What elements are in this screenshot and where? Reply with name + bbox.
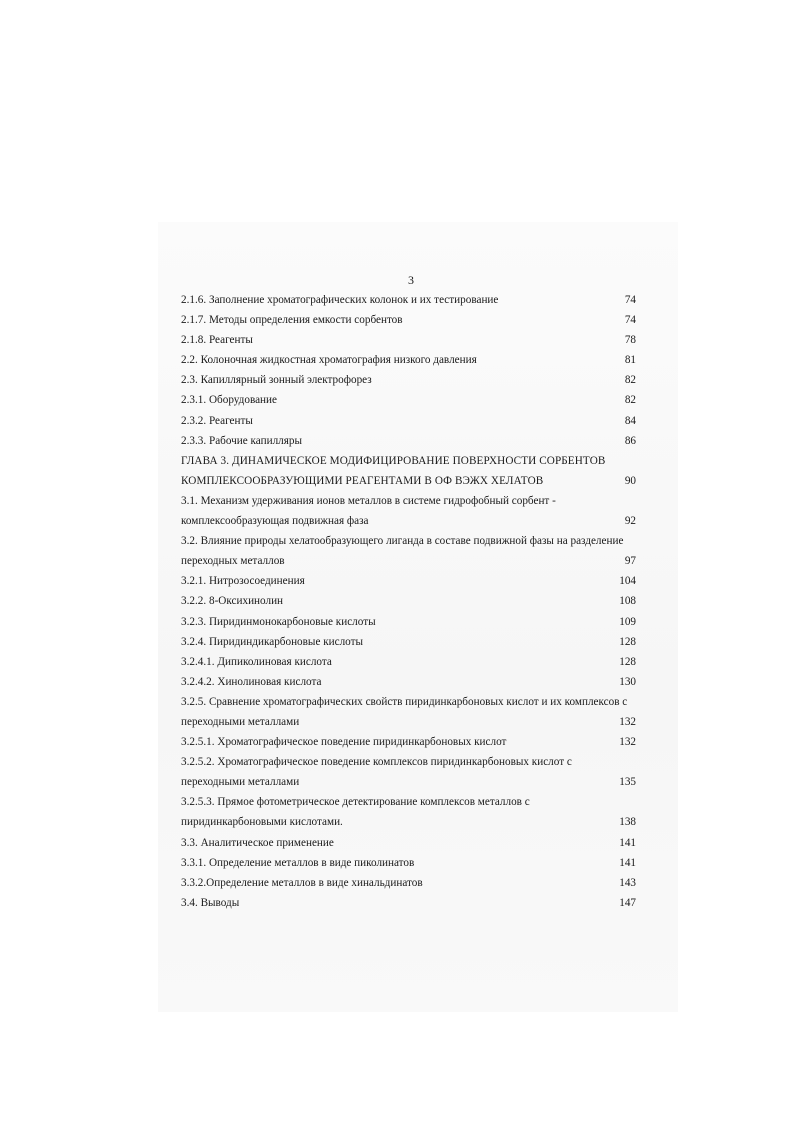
toc-entry-title: 3.3.1. Определение металлов в виде пиколинатов	[181, 856, 415, 869]
toc-entry-title: 3.1. Механизм удерживания ионов металлов в системе гидрофобный сорбент -	[181, 494, 556, 507]
toc-entry-title: 2.3.1. Оборудование	[181, 394, 277, 407]
toc-entry-title: комплексообразующая подвижная фаза	[181, 515, 369, 528]
toc-entry-title: 3.2.4. Пиридиндикарбоновые кислоты	[181, 635, 364, 648]
toc-entry	[181, 511, 636, 531]
toc-entry-title: 2.1.7. Методы определения емкости сорбентов	[181, 314, 403, 327]
toc-entry-title: 3.2.4.1. Дипиколиновая кислота	[181, 655, 332, 668]
toc-entry-page: 82	[624, 374, 636, 387]
toc-entry-page: 97	[624, 555, 636, 568]
toc-entry	[181, 712, 636, 732]
toc-entry	[181, 873, 636, 893]
toc-entry-title: 2.3. Капиллярный зонный электрофорез	[181, 374, 372, 387]
toc-entry-page: 74	[624, 314, 636, 327]
toc-entry-page: 132	[619, 715, 636, 728]
page-number: 3	[408, 273, 414, 287]
toc-entry	[181, 612, 636, 632]
toc-entry	[181, 310, 636, 330]
toc-entry-page: 90	[624, 474, 636, 487]
toc-entry-title: 2.3.2. Реагенты	[181, 414, 253, 427]
toc-entry-title: 3.2.5.2. Хроматографическое поведение комплексов пиридинкарбоновых кислот с	[181, 756, 572, 769]
toc-entry-title: 3.2.2. 8-Оксихинолин	[181, 595, 284, 608]
toc-entry-page: 143	[619, 876, 636, 889]
toc-entry	[181, 692, 636, 712]
toc-entry-title: пиридинкарбоновыми кислотами.	[181, 816, 343, 829]
table-of-contents	[181, 290, 636, 913]
toc-entry-page: 147	[619, 896, 636, 909]
toc-entry-title: 3.4. Выводы	[181, 896, 240, 909]
toc-entry	[181, 652, 636, 672]
toc-entry-title: 3.3.2.Определение металлов в виде хинальдинатов	[181, 876, 423, 889]
toc-entry	[181, 772, 636, 792]
toc-entry-page: 128	[619, 635, 636, 648]
toc-entry	[181, 672, 636, 692]
toc-entry	[181, 893, 636, 913]
toc-entry-title: 3.2.5.1. Хроматографическое поведение пиридинкарбоновых кислот	[181, 736, 507, 749]
toc-entry	[181, 451, 636, 471]
toc-entry-title: 3.2.1. Нитрозосоединения	[181, 575, 305, 588]
toc-entry-page: 78	[624, 334, 636, 347]
toc-entry	[181, 591, 636, 611]
toc-entry-title: переходными металлами	[181, 715, 300, 728]
toc-entry-page: 135	[619, 776, 636, 789]
toc-entry-title: КОМПЛЕКСООБРАЗУЮЩИМИ РЕАГЕНТАМИ В ОФ ВЭЖХ ХЕЛАТОВ	[181, 474, 544, 487]
toc-entry-page: 81	[624, 354, 636, 367]
toc-entry-title: ГЛАВА 3. ДИНАМИЧЕСКОЕ МОДИФИЦИРОВАНИЕ ПОВЕРХНОСТИ СОРБЕНТОВ	[181, 454, 606, 467]
toc-entry-page: 128	[619, 655, 636, 668]
toc-entry-title: 3.3. Аналитическое применение	[181, 836, 334, 849]
toc-entry	[181, 471, 636, 491]
toc-entry	[181, 792, 636, 812]
toc-entry-page: 109	[619, 615, 636, 628]
toc-entry-page: 82	[624, 394, 636, 407]
toc-entry-page: 132	[619, 736, 636, 749]
toc-entry-page: 84	[624, 414, 636, 427]
toc-entry-page: 141	[619, 856, 636, 869]
toc-entry-page: 138	[619, 816, 636, 829]
toc-entry	[181, 833, 636, 853]
toc-entry	[181, 752, 636, 772]
toc-entry-page: 104	[619, 575, 636, 588]
toc-entry-title: 3.2.4.2. Хинолиновая кислота	[181, 675, 322, 688]
toc-entry-page: 74	[624, 294, 636, 306]
toc-entry-page: 108	[619, 595, 636, 608]
toc-entry	[181, 732, 636, 752]
toc-entry	[181, 431, 636, 451]
toc-entry-title: 2.1.6. Заполнение хроматографических колонок и их тестирование	[181, 294, 499, 306]
toc-entry	[181, 290, 636, 310]
toc-entry-page: 92	[624, 515, 636, 528]
toc-entry-title: 2.1.8. Реагенты	[181, 334, 253, 347]
toc-entry	[181, 411, 636, 431]
toc-entry-title: 3.2.3. Пиридинмонокарбоновые кислоты	[181, 615, 376, 628]
toc-entry-title: 2.2. Колоночная жидкостная хроматография низкого давления	[181, 354, 477, 367]
toc-entry	[181, 531, 636, 551]
toc-entry	[181, 370, 636, 390]
toc-entry-title: переходных металлов	[181, 555, 285, 568]
toc-entry	[181, 390, 636, 410]
toc-entry-page: 141	[619, 836, 636, 849]
toc-entry-title: 3.2.5. Сравнение хроматографических свойств пиридинкарбоновых кислот и их комплексов с	[181, 695, 628, 708]
toc-entry	[181, 330, 636, 350]
toc-entry-page: 130	[619, 675, 636, 688]
toc-entry-title: 3.2. Влияние природы хелатообразующего лиганда в составе подвижной фазы на разделение	[181, 535, 624, 548]
toc-entry	[181, 551, 636, 571]
toc-entry	[181, 632, 636, 652]
toc-entry-title: 2.3.3. Рабочие капилляры	[181, 434, 303, 447]
toc-entry-title: 3.2.5.3. Прямое фотометрическое детектирование комплексов металлов с	[181, 796, 530, 809]
toc-entry	[181, 350, 636, 370]
toc-entry	[181, 571, 636, 591]
toc-entry	[181, 853, 636, 873]
toc-entry-title: переходными металлами	[181, 776, 300, 789]
toc-entry-page: 86	[624, 434, 636, 447]
toc-entry	[181, 812, 636, 832]
toc-entry	[181, 491, 636, 511]
